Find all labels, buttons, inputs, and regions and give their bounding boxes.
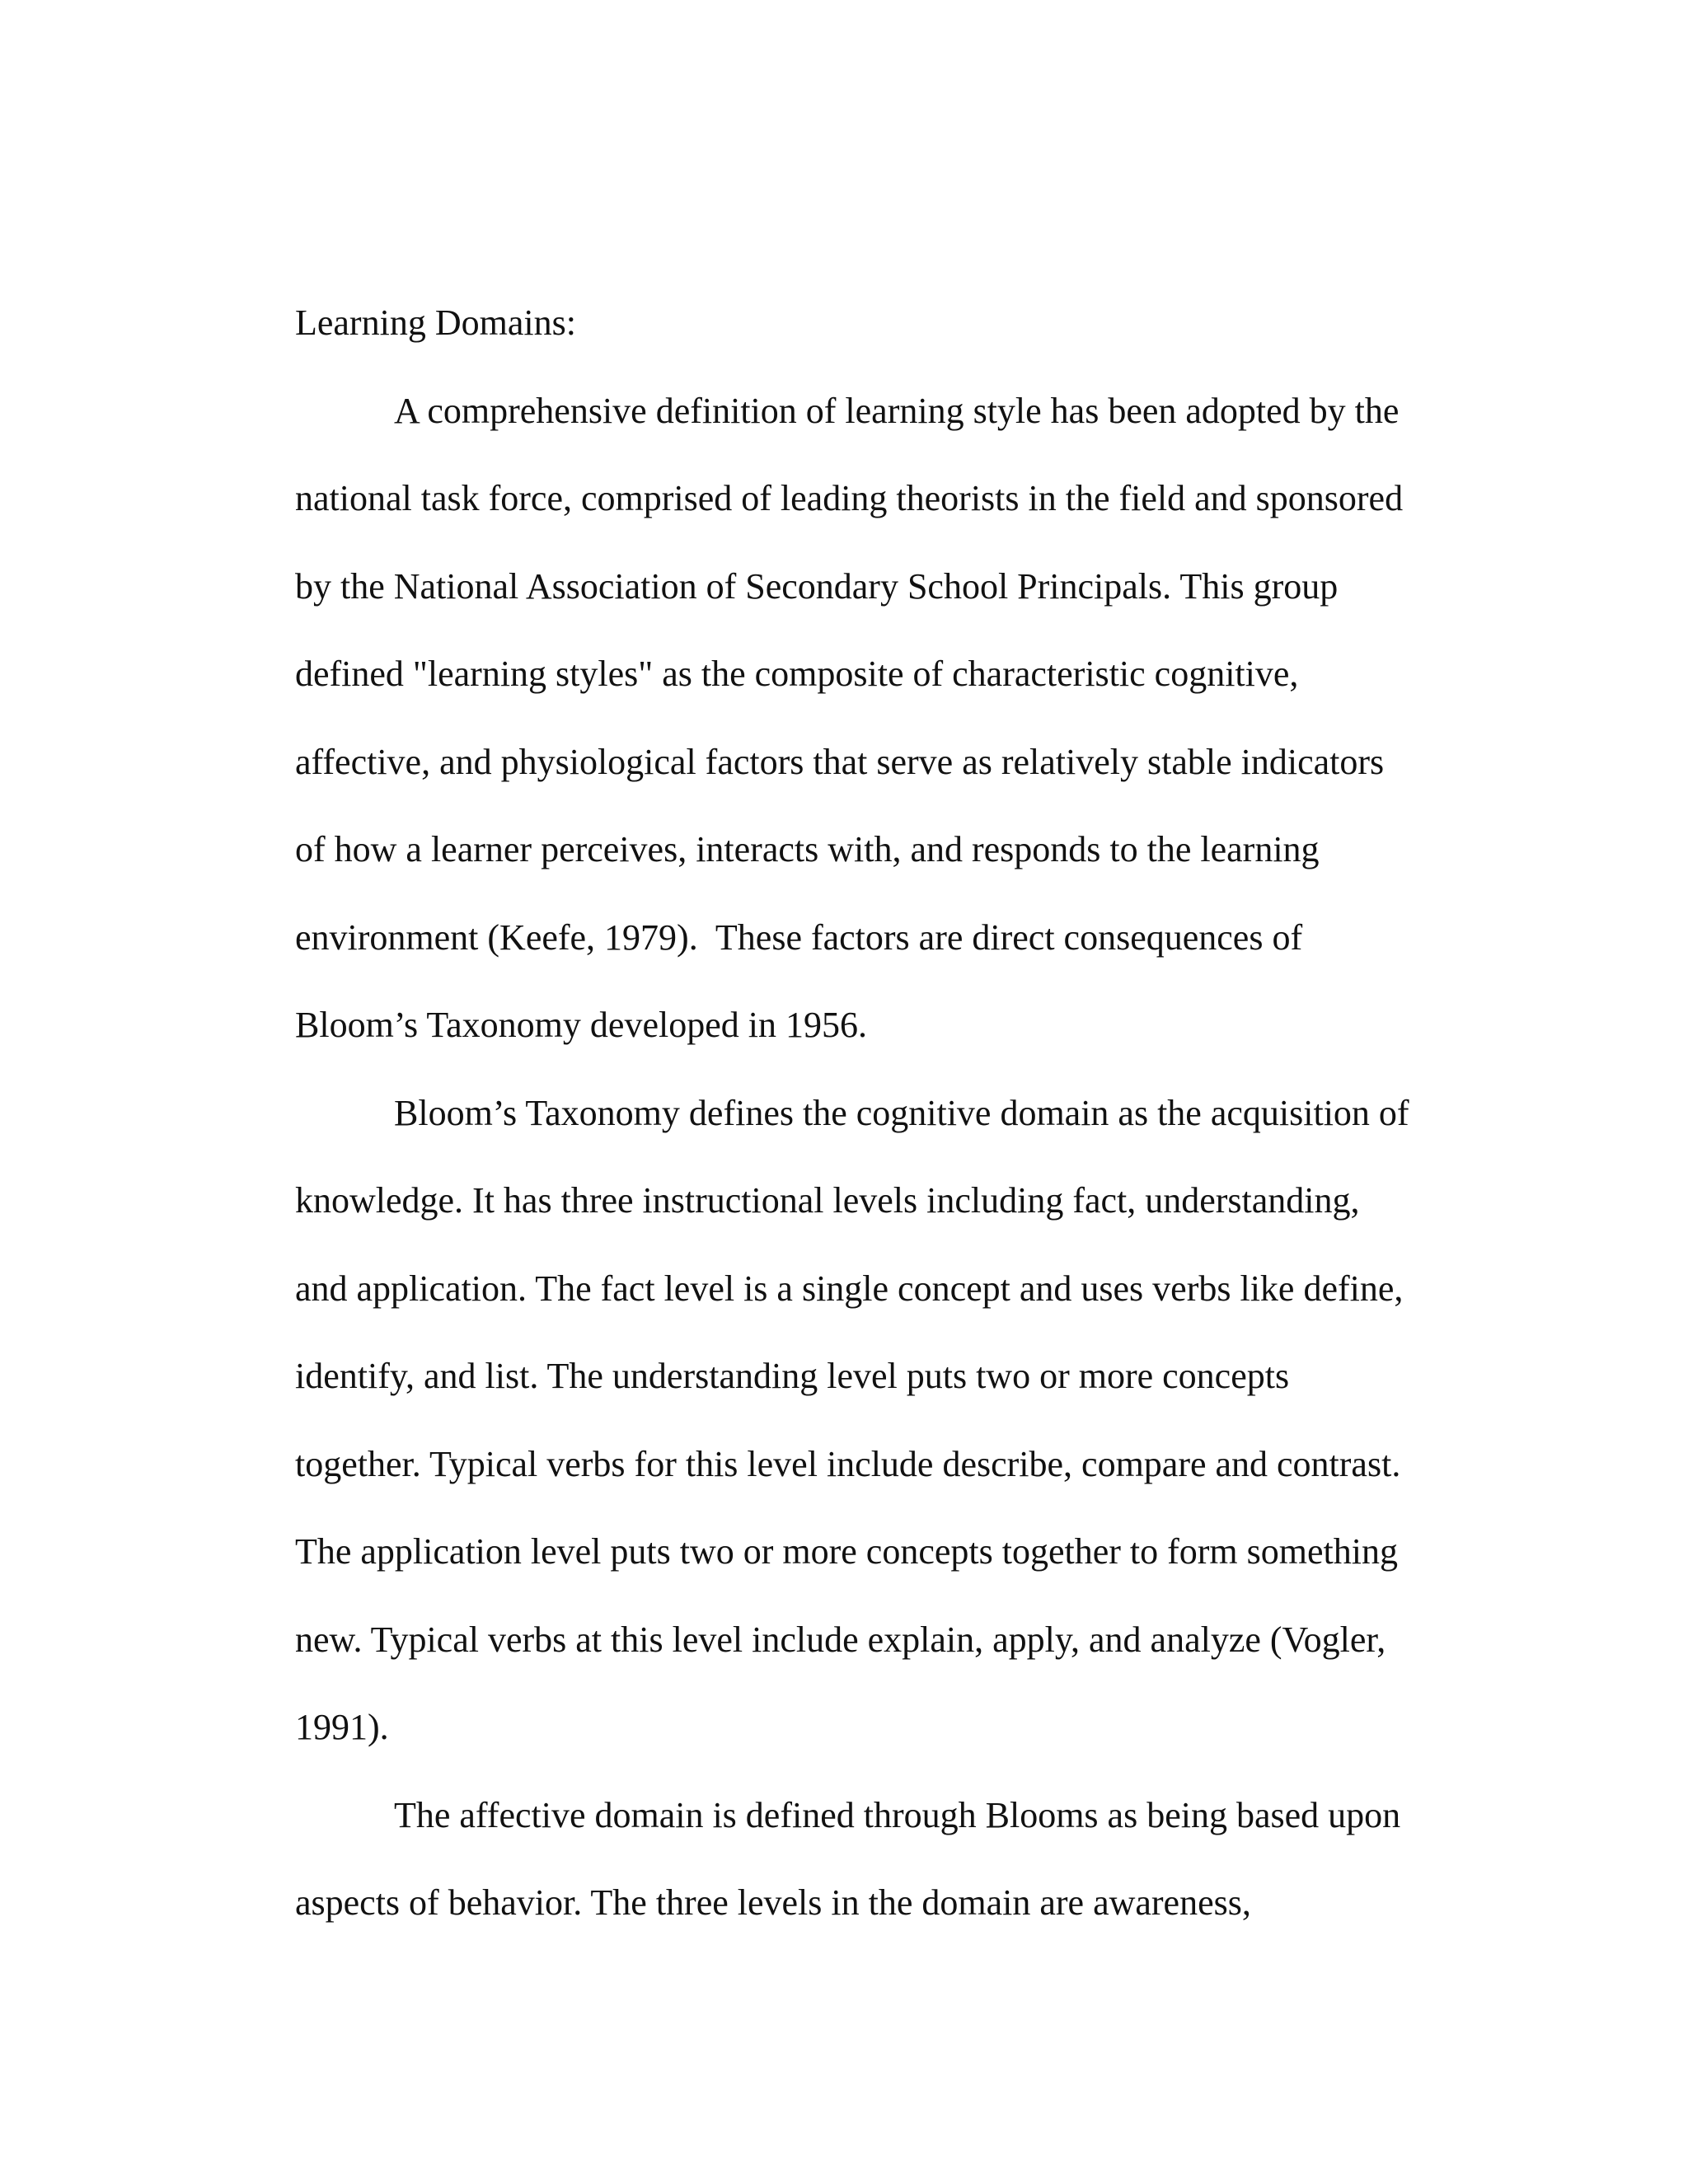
paragraph-2-line-7: new. Typical verbs at this level include explain, apply, and analyze (Vogler, xyxy=(295,1619,1386,1660)
paragraph-2-line-8: 1991). xyxy=(295,1707,389,1747)
paragraph-3-line-2: aspects of behavior. The three levels in the domain are awareness, xyxy=(295,1882,1251,1923)
paragraph-2-line-4: identify, and list. The understanding level puts two or more concepts xyxy=(295,1356,1290,1396)
paragraph-1-line-1: A comprehensive definition of learning style has been adopted by the xyxy=(394,390,1400,431)
paragraph-1-line-3: by the National Association of Secondary School Principals. This group xyxy=(295,565,1339,607)
paragraph-1-line-2: national task force, comprised of leading theorists in the field and sponsored xyxy=(295,478,1404,518)
paragraph-1-line-4: defined "learning styles" as the composite of characteristic cognitive, xyxy=(295,654,1299,694)
paragraph-1-line-6: of how a learner perceives, interacts with, and responds to the learning xyxy=(295,829,1320,869)
paragraph-1-line-7: environment (Keefe, 1979). These factors are direct consequences of xyxy=(295,916,1303,958)
section-heading: Learning Domains: xyxy=(295,302,576,343)
paragraph-2-line-5: together. Typical verbs for this level include describe, compare and contrast. xyxy=(295,1443,1401,1484)
paragraph-2-line-1: Bloom’s Taxonomy defines the cognitive domain as the acquisition of xyxy=(394,1092,1409,1133)
paragraph-1-line-8: Bloom’s Taxonomy developed in 1956. xyxy=(295,1005,867,1045)
paragraph-2-line-6: The application level puts two or more concepts together to form something xyxy=(295,1531,1398,1572)
paragraph-1-line-5: affective, and physiological factors that serve as relatively stable indicators xyxy=(295,741,1385,782)
paragraph-3-line-1: The affective domain is defined through Blooms as being based upon xyxy=(394,1794,1401,1835)
document-body xyxy=(295,279,1482,1947)
paragraph-2-line-3: and application. The fact level is a single concept and uses verbs like define, xyxy=(295,1268,1404,1309)
paragraph-2-line-2: knowledge. It has three instructional levels including fact, understanding, xyxy=(295,1180,1360,1221)
